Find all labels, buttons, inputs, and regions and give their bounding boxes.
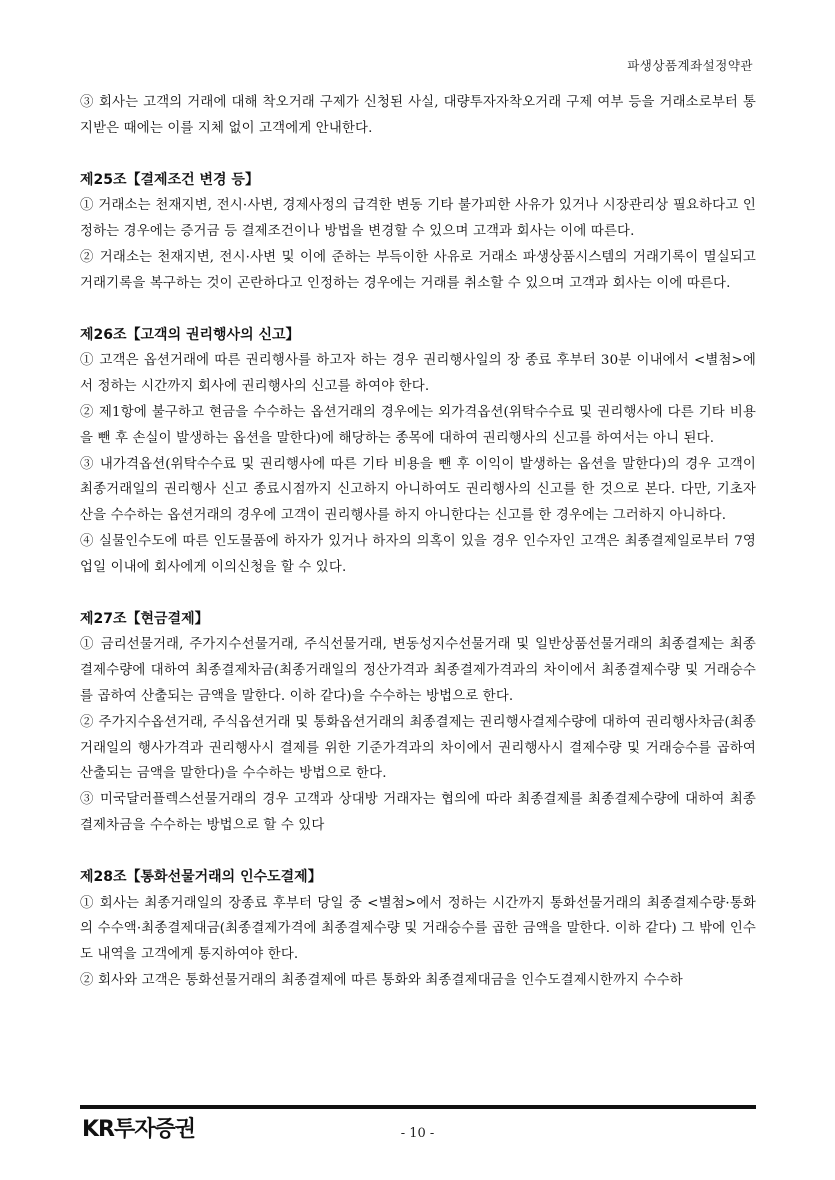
section-gap xyxy=(80,297,756,323)
article-28-paragraph-2: ② 회사와 고객은 통화선물거래의 최종결제에 따른 통화와 최종결제대금을 인수도결제시한까지 수수하 xyxy=(80,972,683,988)
article-25-paragraph-1: ① 거래소는 천재지변, 전시·사변, 경제사정의 급격한 변동 기타 불가피한 사유가 있거나 시장관리상 필요하다고 인정하는 경우에는 증거금 등 결제조건이나 방법을 변경할 수 있으며 고객과 회사는 이에 따른다. xyxy=(80,198,756,240)
article-27 xyxy=(80,607,756,839)
section-gap xyxy=(80,142,756,168)
article-28 xyxy=(80,865,756,994)
article-28-title: 제28조【통화선물거래의 인수도결제】 xyxy=(80,868,322,885)
document-title: 파생상품계좌설정약관 xyxy=(627,58,753,73)
company-logo: KR투자증권 xyxy=(82,1117,195,1142)
article-25-paragraph-2: ② 거래소는 천재지변, 전시·사변 및 이에 준하는 부득이한 사유로 거래소 파생상품시스템의 거래기록이 멸실되고 거래기록을 복구하는 것이 곤란하다고 인정하는 경우에는 거래를 취소할 수 있으며 고객과 회사는 이에 따른다. xyxy=(80,249,756,291)
document-body xyxy=(80,90,756,994)
article-25-title: 제25조【결제조건 변경 등】 xyxy=(80,171,259,188)
section-gap xyxy=(80,581,756,607)
article-27-paragraph-3: ③ 미국달러플렉스선물거래의 경우 고객과 상대방 거래자는 협의에 따라 최종결제를 최종결제수량에 대하여 최종결제차금을 수수하는 방법으로 할 수 있다 xyxy=(80,792,756,833)
page-number: - 10 - xyxy=(400,1126,435,1141)
article-28-paragraph-1: ① 회사는 최종거래일의 장종료 후부터 당일 중 <별첨>에서 정하는 시간까지 통화선물거래의 최종결제수량·통화의 수수액·최종결제대금(최종결제가격에 최종결제수량 및 거래승수를 곱한 금액을 말한다. 이하 같다) 그 밖에 인수도 내역을 고객에게 통지하여야 한다. xyxy=(80,895,756,963)
article-27-title: 제27조【현금결제】 xyxy=(80,610,209,627)
article-27-paragraph-2: ② 주가지수옵션거래, 주식옵션거래 및 통화옵션거래의 최종결제는 권리행사결제수량에 대하여 권리행사차금(최종거래일의 행사가격과 권리행사시 결제를 위한 기준가격과의 차이에서 권리행사시 결제수량 및 거래승수를 곱하여 산출되는 금액을 말한다)을 수수하는 방법으로 한다. xyxy=(80,714,756,782)
article-26-paragraph-1: ① 고객은 옵션거래에 따른 권리행사를 하고자 하는 경우 권리행사일의 장 종료 후부터 30분 이내에서 <별첨>에서 정하는 시간까지 회사에 권리행사의 신고를 하여야 한다. xyxy=(80,353,756,395)
footer-divider xyxy=(80,1105,756,1109)
article-26-paragraph-3: ③ 내가격옵션(위탁수수료 및 권리행사에 따른 기타 비용을 뺀 후 이익이 발생하는 옵션을 말한다)의 경우 고객이 최종거래일의 권리행사 신고 종료시점까지 신고하지 아니하여도 권리행사의 신고를 한 것으로 본다. 다만, 기초자산을 수수하는 옵션거래의 경우에 고객이 권리행사를 하지 아니한다는 신고를 한 경우에는 그러하지 아니하다. xyxy=(80,456,756,524)
article-26-title: 제26조【고객의 권리행사의 신고】 xyxy=(80,326,300,343)
section-gap xyxy=(80,839,756,865)
article-25 xyxy=(80,168,756,297)
intro-paragraph-3: ③ 회사는 고객의 거래에 대해 착오거래 구제가 신청된 사실, 대량투자자착오거래 구제 여부 등을 거래소로부터 통지받은 때에는 이를 지체 없이 고객에게 안내한다. xyxy=(80,95,756,136)
article-27-paragraph-1: ① 금리선물거래, 주가지수선물거래, 주식선물거래, 변동성지수선물거래 및 일반상품선물거래의 최종결제는 최종결제수량에 대하여 최종결제차금(최종거래일의 정산가격과 최종결제가격과의 차이에서 최종결제수량 및 거래승수를 곱하여 산출되는 금액을 말한다. 이하 같다)을 수수하는 방법으로 한다. xyxy=(80,637,756,704)
article-26 xyxy=(80,323,756,581)
article-26-paragraph-2: ② 제1항에 불구하고 현금을 수수하는 옵션거래의 경우에는 외가격옵션(위탁수수료 및 권리행사에 다른 기타 비용을 뺀 후 손실이 발생하는 옵션을 말한다)에 해당하는 종목에 대하여 권리행사의 신고를 하여서는 아니 된다. xyxy=(80,404,756,446)
article-26-paragraph-4: ④ 실물인수도에 따른 인도물품에 하자가 있거나 하자의 의혹이 있을 경우 인수자인 고객은 최종결제일로부터 7영업일 이내에 회사에게 이의신청을 할 수 있다. xyxy=(80,533,756,575)
